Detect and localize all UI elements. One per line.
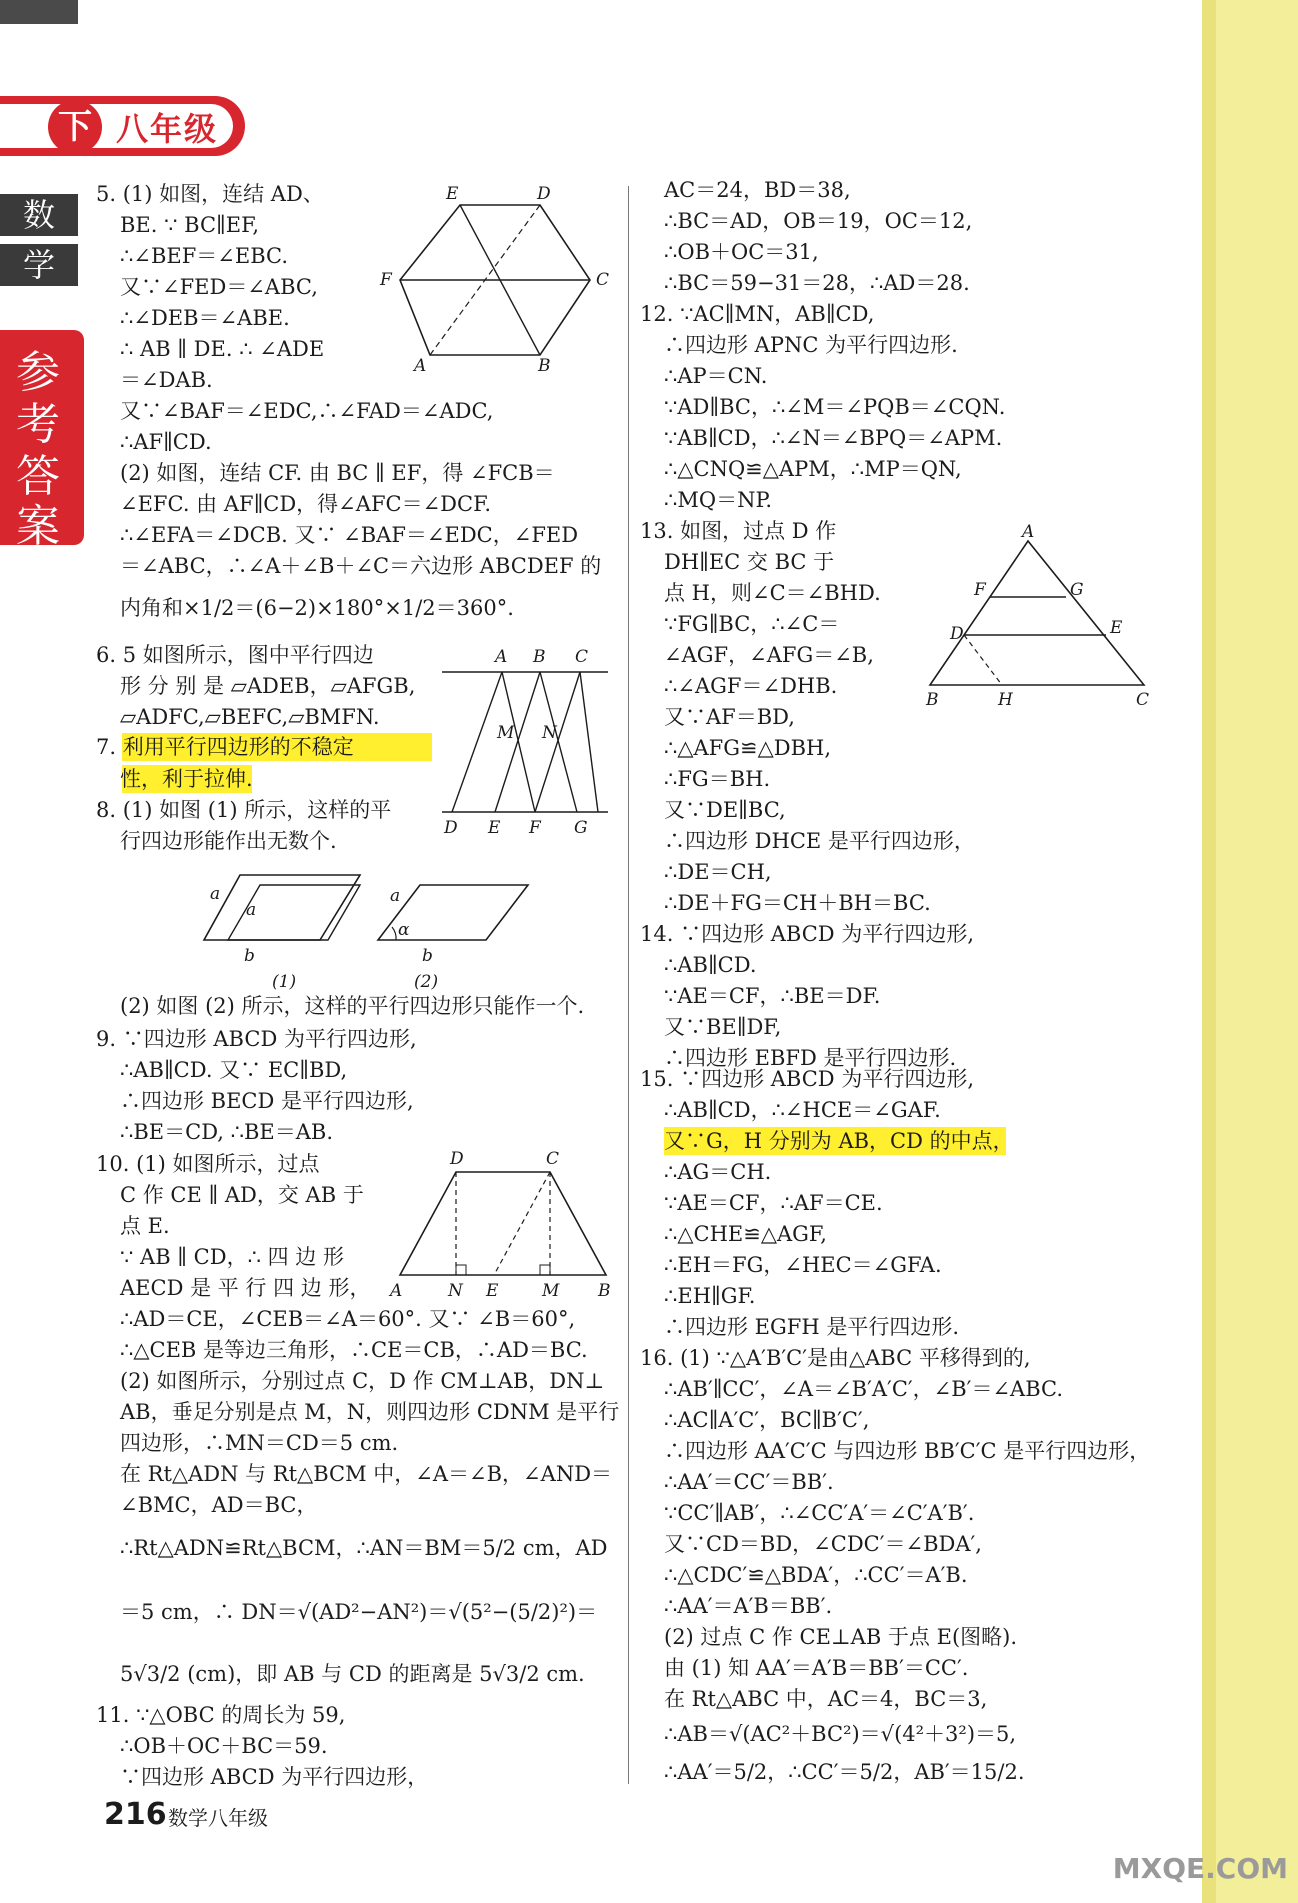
left-line-36: 在 Rt△ADN 与 Rt△BCM 中，∠A＝∠B，∠AND＝ [120, 1462, 613, 1486]
left-line-26: 10. (1) 如图所示，过点 [96, 1152, 320, 1176]
tri-label-d: D [950, 624, 964, 644]
page-number: 216 [104, 1797, 167, 1832]
top-corner-bar [0, 0, 78, 24]
left-line-20: 行四边形能作出无数个. [120, 829, 337, 853]
trap-label-n: N [448, 1281, 463, 1301]
q8-2-label-a: a [390, 886, 401, 906]
left-line-7: 又∵∠BAF＝∠EDC,∴∠FAD＝∠ADC, [120, 399, 494, 423]
right-line-27: 又∵BE∥DF, [664, 1015, 782, 1039]
right-line-40: ∴AC∥A′C′，BC∥B′C′, [664, 1408, 870, 1432]
hexagon-figure [370, 185, 610, 375]
par-label-f: F [529, 818, 541, 838]
trap-label-m: M [542, 1281, 560, 1301]
left-line-10: ∠EFC. 由 AF∥CD，得∠AFC＝∠DCF. [120, 492, 492, 516]
right-line-16: ∴∠AGF＝∠DHB. [664, 674, 838, 698]
hex-label-b: B [538, 356, 551, 376]
page-edge-strip [1202, 0, 1298, 1903]
right-line-31: 又∵G，H 分别为 AB，CD 的中点， [664, 1129, 1014, 1153]
q8-figure-1 [200, 865, 370, 990]
tri-label-f: F [974, 580, 986, 600]
trap-label-a: A [390, 1281, 403, 1301]
right-line-21: ∴四边形 DHCE 是平行四边形， [664, 829, 975, 853]
left-line-3: 又∵∠FED＝∠ABC, [120, 275, 318, 299]
tri-label-a: A [1022, 522, 1035, 542]
tri-label-h: H [998, 690, 1013, 710]
hex-label-e: E [446, 184, 459, 204]
tri-label-c: C [1136, 690, 1150, 710]
left-line-35: 四边形，∴MN＝CD＝5 cm. [120, 1431, 399, 1455]
right-line-6: ∴AP＝CN. [664, 364, 768, 388]
right-line-10: ∴MQ＝NP. [664, 488, 773, 512]
left-line-27: C 作 CE ∥ AD，交 AB 于 [120, 1183, 364, 1207]
right-line-47: (2) 过点 C 作 CE⊥AB 于点 E(图略). [664, 1625, 1018, 1649]
hex-label-d: D [537, 184, 551, 204]
right-line-15: ∠AGF，∠AFG＝∠B, [664, 643, 874, 667]
answer-tab-char-3: 答 [16, 451, 60, 502]
answer-tab-char-1: 参 [16, 347, 60, 398]
left-line-11: ∴∠EFA＝∠DCB. 又∵ ∠BAF＝∠EDC，∠FED [120, 523, 579, 547]
right-line-43: ∵CC′∥AB′，∴∠CC′A′＝∠C′A′B′. [664, 1501, 975, 1525]
hex-label-f: F [380, 270, 392, 290]
left-line-14: 6. 5 如图所示，图中平行四边 [96, 643, 374, 667]
tri-label-e: E [1110, 618, 1123, 638]
right-line-4: 12. ∵AC∥MN，AB∥CD, [640, 302, 875, 326]
right-line-9: ∴△CNQ≌△APM，∴MP＝QN, [664, 457, 962, 481]
right-line-32: ∴AG＝CH. [664, 1160, 772, 1184]
right-line-51: ∴AA′＝5/2，∴CC′＝5/2，AB′＝15/2. [664, 1760, 1025, 1784]
right-line-20: 又∵DE∥BC, [664, 798, 786, 822]
right-line-30: ∴AB∥CD，∴∠HCE＝∠GAF. [664, 1098, 941, 1122]
left-line-40: 5√3/2 (cm)，即 AB 与 CD 的距离是 5√3/2 cm. [120, 1662, 585, 1686]
left-line-17: 7. 利用平行四边形的不稳定 [96, 735, 354, 759]
left-line-0: 5. (1) 如图，连结 AD、 [96, 182, 324, 206]
hex-label-c: C [596, 270, 610, 290]
right-line-41: ∴四边形 AA′C′C 与四边形 BB′C′C 是平行四边形， [664, 1439, 1151, 1463]
left-line-41: 11. ∵△OBC 的周长为 59, [96, 1703, 346, 1727]
left-line-13: 内角和×1/2＝(6−2)×180°×1/2＝360°. [120, 596, 514, 620]
right-line-12: DH∥EC 交 BC 于 [664, 550, 835, 574]
par-label-b: B [533, 647, 546, 667]
left-line-6: ＝∠DAB. [120, 368, 213, 392]
q8-1-label-a2: a [246, 900, 257, 920]
right-line-34: ∴△CHE≌△AGF, [664, 1222, 827, 1246]
q8-1-label-b: b [244, 946, 255, 966]
subject-tab-2: 学 [0, 244, 78, 286]
right-line-49: 在 Rt△ABC 中，AC＝4，BC＝3, [664, 1687, 988, 1711]
left-line-43: ∵四边形 ABCD 为平行四边形， [120, 1765, 429, 1789]
right-line-36: ∴EH∥GF. [664, 1284, 756, 1308]
left-line-31: ∴AD＝CE，∠CEB＝∠A＝60°. 又∵ ∠B＝60°, [120, 1307, 576, 1331]
right-line-42: ∴AA′＝CC′＝BB′. [664, 1470, 834, 1494]
right-line-50: ∴AB＝√(AC²＋BC²)＝√(4²＋3²)＝5, [664, 1722, 1017, 1746]
watermark: MXQE.COM [1112, 1852, 1288, 1885]
right-line-28: ∴四边形 EBFD 是平行四边形. [664, 1046, 957, 1070]
right-line-24: 14. ∵四边形 ABCD 为平行四边形, [640, 922, 974, 946]
trap-label-e: E [486, 1281, 499, 1301]
grade-label: 八年级 [116, 110, 219, 148]
right-line-17: 又∵AF＝BD, [664, 705, 795, 729]
right-line-19: ∴FG＝BH. [664, 767, 771, 791]
right-line-23: ∴DE＋FG＝CH＋BH＝BC. [664, 891, 931, 915]
trap-label-c: C [546, 1149, 560, 1169]
parallelograms-figure [440, 640, 610, 840]
tri-label-b: B [926, 690, 939, 710]
right-line-5: ∴四边形 APNC 为平行四边形. [664, 333, 958, 357]
par-label-d: D [444, 818, 458, 838]
right-line-44: 又∵CD＝BD，∠CDC′＝∠BDA′, [664, 1532, 982, 1556]
left-line-4: ∴∠DEB＝∠ABE. [120, 306, 290, 330]
right-line-13: 点 H，则∠C＝∠BHD. [664, 581, 881, 605]
left-line-16: ▱ADFC,▱BEFC,▱BMFN. [120, 705, 380, 729]
right-line-7: ∵AD∥BC，∴∠M＝∠PQB＝∠CQN. [664, 395, 1006, 419]
q8-2-caption: (2) [414, 972, 439, 992]
left-line-21: (2) 如图 (2) 所示，这样的平行四边形只能作一个. [120, 994, 585, 1018]
left-line-18: 性，利于拉伸. [120, 767, 253, 791]
grade-circle-badge: 下 [48, 100, 102, 154]
column-divider [628, 186, 629, 1784]
subject-tab-1: 数 [0, 194, 78, 236]
q8-1-label-a: a [210, 884, 221, 904]
right-line-38: 16. (1) ∵△A′B′C′是由△ABC 平移得到的, [640, 1346, 1031, 1370]
left-line-8: ∴AF∥CD. [120, 430, 212, 454]
right-line-0: AC＝24，BD＝38, [664, 178, 851, 202]
left-line-29: ∵ AB ∥ CD，∴ 四 边 形 [120, 1245, 344, 1269]
q8-figure-2 [378, 875, 538, 990]
right-line-46: ∴AA′＝A′B＝BB′. [664, 1594, 833, 1618]
right-line-39: ∴AB′∥CC′，∠A＝∠B′A′C′，∠B′＝∠ABC. [664, 1377, 1064, 1401]
triangle-figure [920, 522, 1150, 710]
right-line-33: ∵AE＝CF，∴AF＝CE. [664, 1191, 883, 1215]
right-line-2: ∴OB＋OC＝31, [664, 240, 819, 264]
left-line-5: ∴ AB ∥ DE. ∴ ∠ADE [120, 337, 325, 361]
left-line-1: BE. ∵ BC∥EF, [120, 213, 260, 237]
right-line-18: ∴△AFG≌△DBH, [664, 736, 832, 760]
right-line-3: ∴BC＝59−31＝28，∴AD＝28. [664, 271, 970, 295]
left-line-30: AECD 是 平 行 四 边 形， [120, 1276, 371, 1300]
left-line-2: ∴∠BEF＝∠EBC. [120, 244, 289, 268]
answer-tab-char-4: 案 [16, 501, 60, 552]
book-title: 数学八年级 [168, 1806, 268, 1830]
trap-label-b: B [598, 1281, 611, 1301]
right-line-35: ∴EH＝FG，∠HEC＝∠GFA. [664, 1253, 942, 1277]
left-line-23: ∴AB∥CD. 又∵ EC∥BD, [120, 1058, 348, 1082]
right-line-26: ∵AE＝CF，∴BE＝DF. [664, 984, 881, 1008]
q8-1-caption: (1) [272, 972, 297, 992]
right-line-25: ∴AB∥CD. [664, 953, 757, 977]
left-line-28: 点 E. [120, 1214, 170, 1238]
hex-label-a: A [414, 356, 427, 376]
left-line-39: ＝5 cm，∴ DN＝√(AD²−AN²)＝√(5²−(5/2)²)＝ [120, 1600, 598, 1624]
par-label-m: M [497, 723, 515, 743]
par-label-e: E [488, 818, 501, 838]
par-label-c: C [575, 647, 589, 667]
left-line-25: ∴BE＝CD, ∴BE＝AB. [120, 1120, 334, 1144]
right-line-37: ∴四边形 EGFH 是平行四边形. [664, 1315, 960, 1339]
left-line-37: ∠BMC，AD＝BC， [120, 1493, 318, 1517]
left-line-19: 8. (1) 如图 (1) 所示，这样的平 [96, 798, 392, 822]
trapezoid-figure [390, 1150, 620, 1305]
left-line-9: (2) 如图，连结 CF. 由 BC ∥ EF，得 ∠FCB＝ [120, 461, 555, 485]
trap-label-d: D [450, 1149, 464, 1169]
par-label-a: A [495, 647, 508, 667]
right-line-29: 15. ∵四边形 ABCD 为平行四边形, [640, 1067, 974, 1091]
right-line-22: ∴DE＝CH, [664, 860, 772, 884]
right-line-14: ∵FG∥BC，∴∠C＝ [664, 612, 840, 636]
right-line-48: 由 (1) 知 AA′＝A′B＝BB′＝CC′. [664, 1656, 969, 1680]
answer-tab-char-2: 考 [16, 399, 60, 450]
right-line-1: ∴BC＝AD，OB＝19，OC＝12, [664, 209, 973, 233]
left-line-15: 形 分 别 是 ▱ADEB，▱AFGB, [120, 674, 416, 698]
right-line-11: 13. 如图，过点 D 作 [640, 519, 837, 543]
left-line-34: AB，垂足分别是点 M，N，则四边形 CDNM 是平行 [120, 1400, 620, 1424]
tri-label-g: G [1070, 580, 1084, 600]
q8-2-label-alpha: α [398, 920, 410, 940]
left-line-24: ∴四边形 BECD 是平行四边形, [120, 1089, 414, 1113]
left-line-42: ∴OB＋OC＋BC＝59. [120, 1734, 328, 1758]
left-line-38: ∴Rt△ADN≌Rt△BCM，∴AN＝BM＝5/2 cm，AD [120, 1536, 608, 1560]
left-line-12: ＝∠ABC，∴∠A＋∠B＋∠C＝六边形 ABCDEF 的 [120, 554, 602, 578]
par-label-g: G [574, 818, 588, 838]
par-label-n: N [542, 723, 557, 743]
right-line-45: ∴△CDC′≌△BDA′，∴CC′＝A′B. [664, 1563, 968, 1587]
answer-key-tab [0, 330, 84, 552]
q8-2-label-b: b [422, 946, 433, 966]
left-line-22: 9. ∵四边形 ABCD 为平行四边形, [96, 1027, 417, 1051]
right-line-8: ∵AB∥CD，∴∠N＝∠BPQ＝∠APM. [664, 426, 1003, 450]
left-line-32: ∴△CEB 是等边三角形，∴CE＝CB，∴AD＝BC. [120, 1338, 588, 1362]
left-line-33: (2) 如图所示，分别过点 C，D 作 CM⊥AB，DN⊥ [120, 1369, 605, 1393]
